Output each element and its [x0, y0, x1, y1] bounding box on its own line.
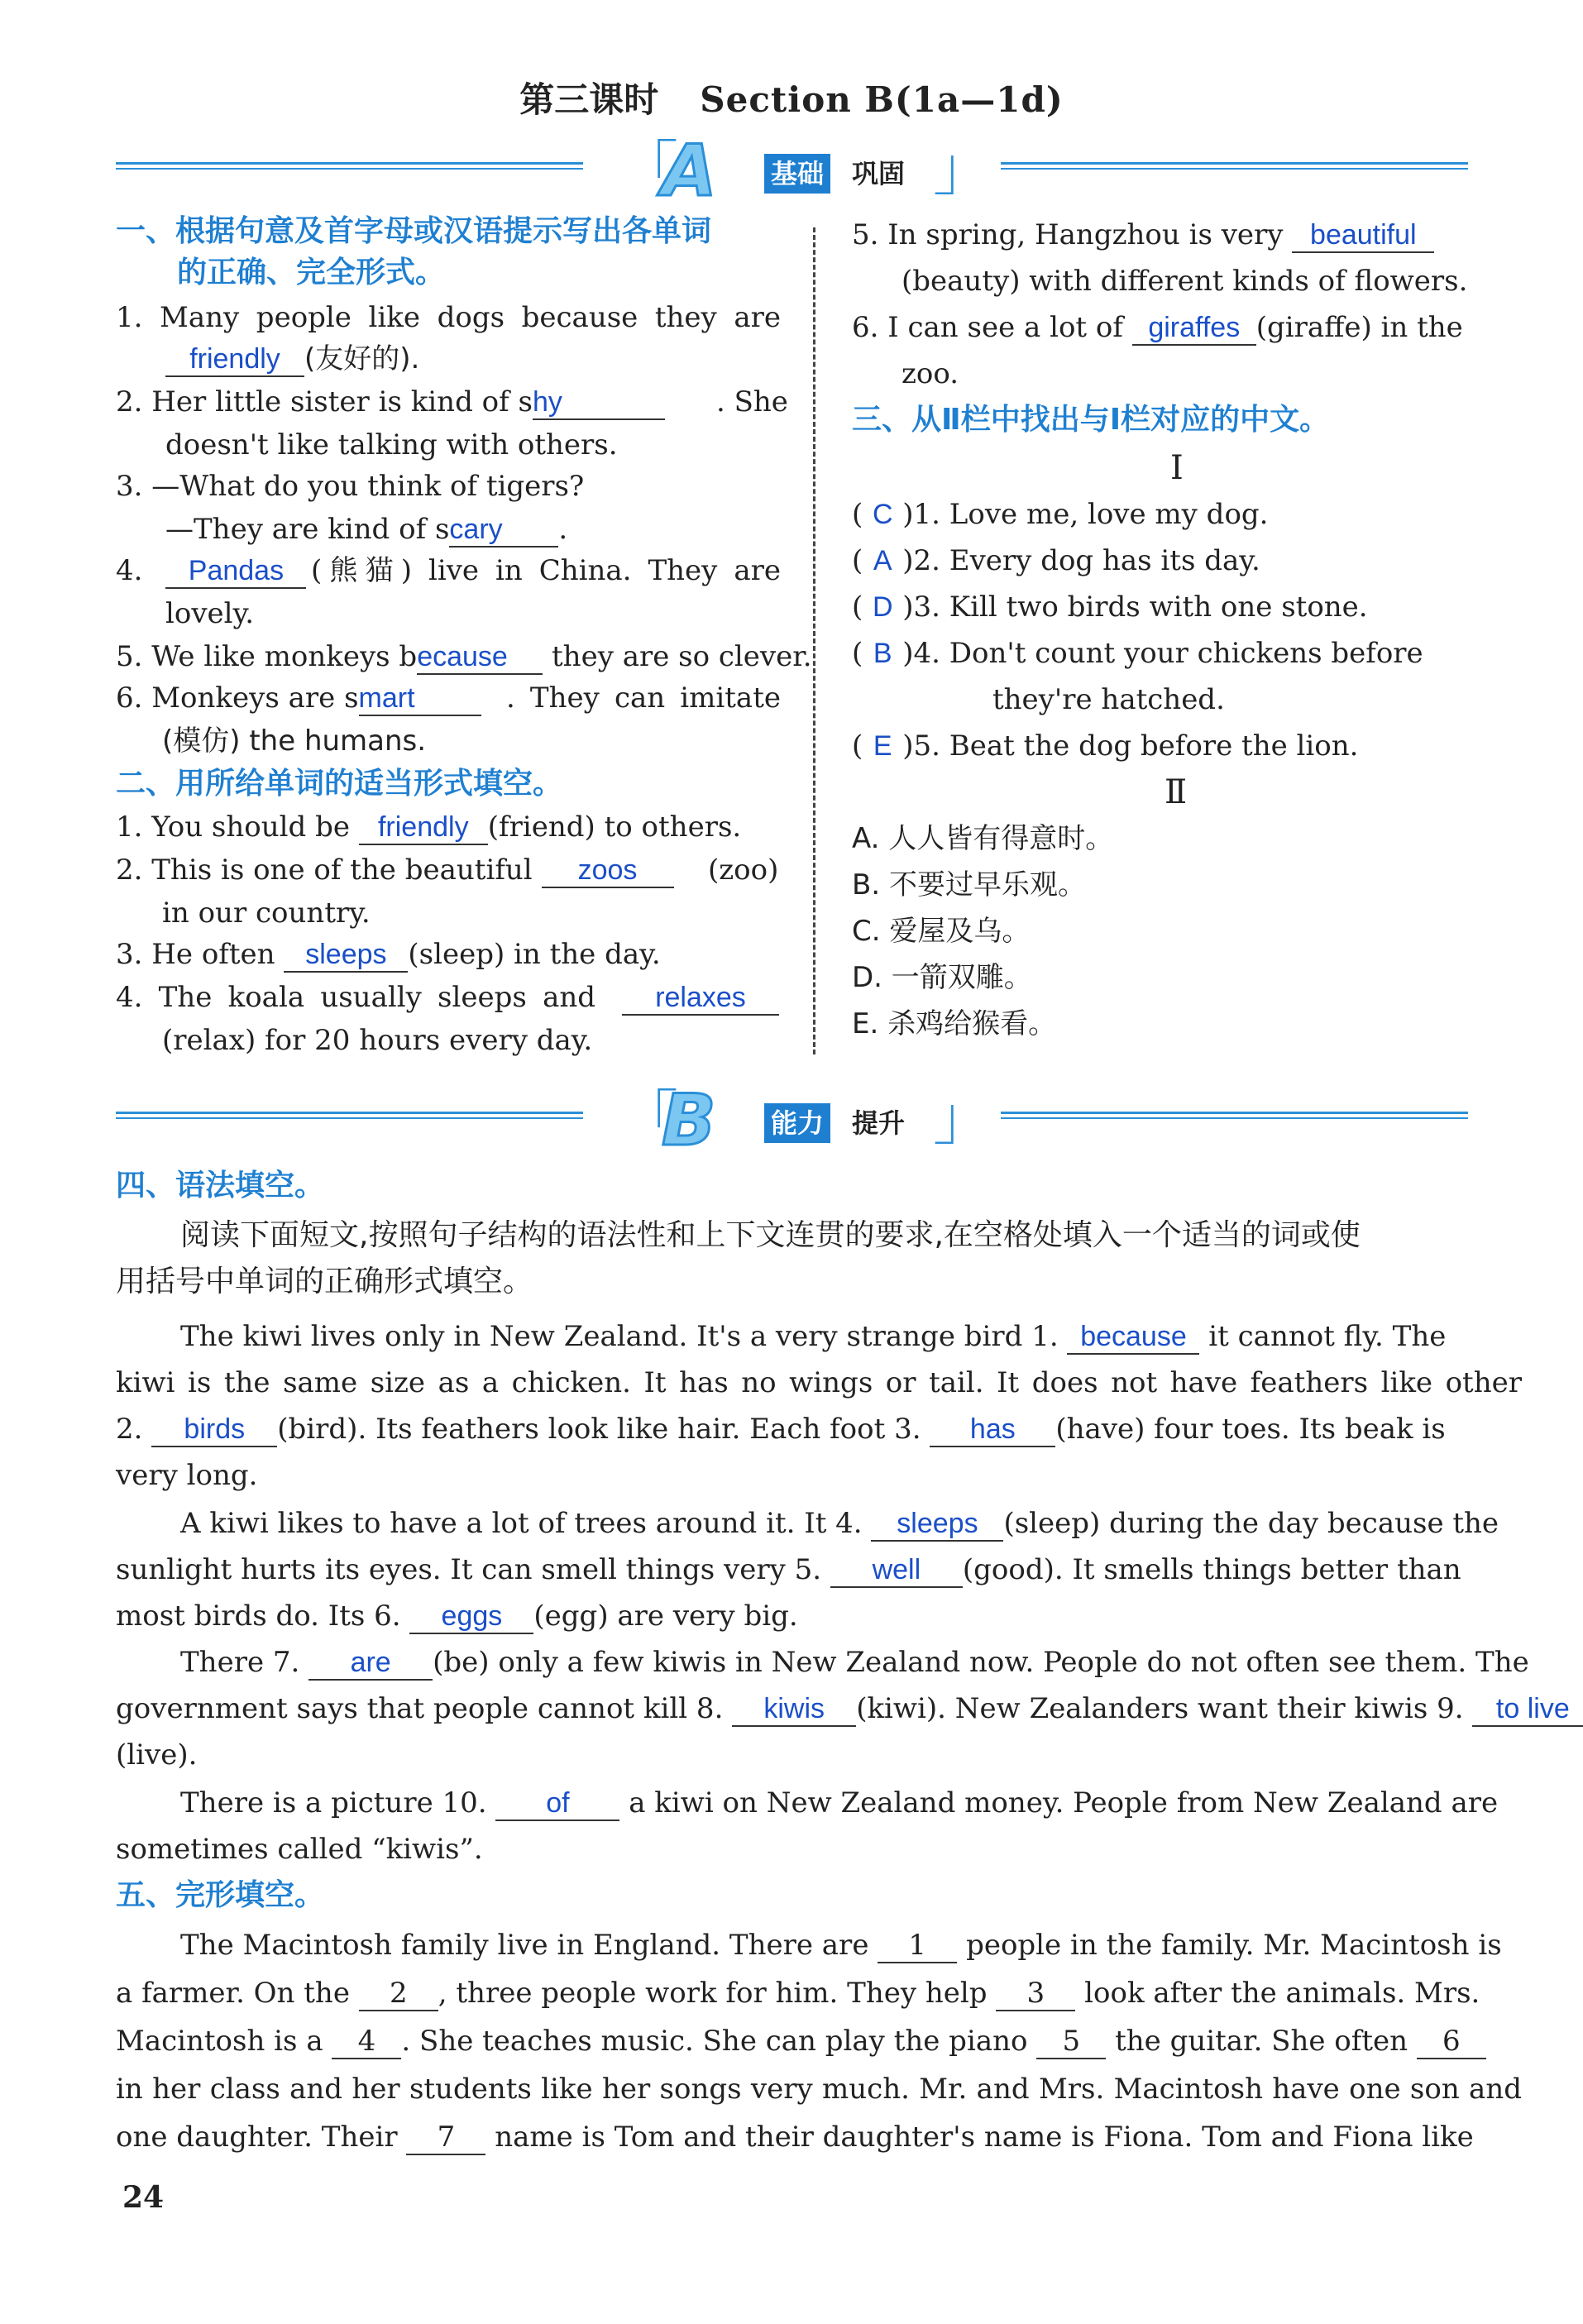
- p5-line4: in her class and her students like her songs very much. Mr. and Mrs. Macintosh have one son and: [116, 2073, 1522, 2106]
- column-divider: [813, 227, 815, 1054]
- p4-blank-7[interactable]: are: [308, 1646, 433, 1681]
- p1-q4-rest: (熊猫) live in China. They are: [311, 554, 781, 587]
- p4-blank-3[interactable]: has: [930, 1413, 1055, 1447]
- p1-q1-line1: 1. Many people like dogs because they are: [116, 301, 781, 334]
- part1-heading-line2: 的正确、完全形式。: [177, 256, 446, 289]
- p1-q5-line: 5. We like monkeys because they are so clever.: [116, 640, 812, 673]
- section-b-badge-tail: 提升: [852, 1107, 906, 1139]
- section-a-bracket-right: 」: [933, 134, 993, 203]
- p3-item-2: ( A )2. Every dog has its day.: [852, 539, 1260, 582]
- p3-item-4: ( B )4. Don't count your chickens before: [852, 632, 1423, 675]
- part3-col1-label: Ⅰ: [1170, 449, 1184, 487]
- part4-heading: 四、语法填空。: [116, 1169, 325, 1203]
- p4-blank-9[interactable]: to live: [1472, 1692, 1583, 1727]
- p4-line1: The kiwi lives only in New Zealand. It's a very strange bird 1. because it cannot fly. The: [180, 1320, 1447, 1353]
- p1-q4-line2: lovely.: [165, 597, 255, 630]
- p3-item-5: ( E )5. Beat the dog before the lion.: [852, 724, 1358, 767]
- p2-q2-line1: 2. This is one of the beautiful zoos: [116, 849, 674, 892]
- p1-q3-answer[interactable]: cary: [449, 513, 558, 548]
- p1-q6r-answer[interactable]: giraffes: [1132, 311, 1256, 346]
- p4-line5: A kiwi likes to have a lot of trees around it. It 4. sleeps (sleep) during the day because the: [180, 1507, 1499, 1540]
- p4-intro-line2: 用括号中单词的正确形式填空。: [116, 1265, 533, 1298]
- p2-q4-answer[interactable]: relaxes: [622, 981, 779, 1016]
- p5-line5: one daughter. Their 7 name is Tom and their daughter's name is Fiona. Tom and Fiona like: [116, 2121, 1474, 2154]
- p4-intro-line1: 阅读下面短文,按照句子结构的语法性和上下文连贯的要求,在空格处填入一个适当的词或使: [180, 1218, 1361, 1252]
- p1-q5r-line1: 5. In spring, Hangzhou is very beautiful: [852, 213, 1434, 256]
- p1-q2-line2: doesn't like talking with others.: [165, 428, 618, 461]
- p3-item-1-answer[interactable]: C: [872, 499, 893, 530]
- p2-q2-answer[interactable]: zoos: [542, 854, 674, 888]
- p5-line3: Macintosh is a 4 . She teaches music. She can play the piano 5 the guitar. She often 6: [116, 2020, 1486, 2063]
- title-en: Section B(1a—1d): [700, 79, 1064, 120]
- section-b-bracket-right: 」: [933, 1083, 993, 1153]
- page-title: [0, 73, 1583, 122]
- p1-q6-answer[interactable]: mart: [359, 681, 481, 716]
- p5-blank-2[interactable]: 2: [359, 1977, 438, 2011]
- p5-line1: The Macintosh family live in England. There are 1 people in the family. Mr. Macintosh is: [180, 1929, 1502, 1962]
- p2-q3-line: 3. He often sleeps (sleep) in the day.: [116, 938, 661, 971]
- p4-line9: government says that people cannot kill 8. kiwis (kiwi). New Zealanders want their kiwis 9. to live: [116, 1687, 1583, 1730]
- p1-q4-answer[interactable]: Pandas: [165, 554, 306, 589]
- p5-blank-7[interactable]: 7: [406, 2121, 485, 2155]
- p5-blank-5[interactable]: 5: [1036, 2025, 1106, 2059]
- p3-option-c: C. 爱屋及乌。: [852, 915, 1031, 948]
- p3-option-e: E. 杀鸡给猴看。: [852, 1007, 1057, 1040]
- p2-q4-line2: (relax) for 20 hours every day.: [162, 1024, 593, 1057]
- p1-q6r-line2: zoo.: [901, 357, 959, 390]
- p1-q5r-answer[interactable]: beautiful: [1292, 218, 1434, 253]
- p4-line3: 2. birds (bird). Its feathers look like hair. Each foot 3. has (have) four toes. Its beak is: [116, 1413, 1446, 1446]
- part2-heading: 二、用所给单词的适当形式填空。: [116, 767, 563, 801]
- p3-item-1: ( C )1. Love me, love my dog.: [852, 493, 1268, 536]
- p1-q6r-line1: 6. I can see a lot of giraffes (giraffe) in the: [852, 311, 1463, 344]
- p5-blank-6[interactable]: 6: [1417, 2025, 1486, 2059]
- p1-q5r-line2: (beauty) with different kinds of flowers.: [901, 265, 1468, 298]
- p3-item-4-cont: they're hatched.: [992, 683, 1225, 716]
- p2-q4-line1: 4. The koala usually sleeps and: [116, 981, 595, 1014]
- p3-item-3-answer[interactable]: D: [872, 591, 893, 623]
- p4-line4: very long.: [116, 1459, 258, 1492]
- p1-q6-line1: 6. Monkeys are smart: [116, 677, 481, 720]
- p1-q3-line2: —They are kind of scary .: [165, 513, 568, 546]
- p4-line2: kiwi is the same size as a chicken. It has no wings or tail. It does not have feathers like other: [116, 1366, 1522, 1399]
- section-a-rule-left: [116, 162, 583, 174]
- page-number: 24: [122, 2180, 165, 2215]
- p5-blank-1[interactable]: 1: [878, 1929, 957, 1963]
- p2-q1-line: 1. You should be friendly (friend) to others.: [116, 811, 742, 844]
- p5-blank-3[interactable]: 3: [996, 1977, 1075, 2011]
- section-b-rule-right: [1001, 1112, 1468, 1123]
- p4-blank-4[interactable]: sleeps: [871, 1507, 1003, 1542]
- p4-blank-2[interactable]: birds: [151, 1413, 277, 1447]
- p3-item-3: ( D )3. Kill two birds with one stone.: [852, 586, 1368, 629]
- p4-line8: There 7. are (be) only a few kiwis in New Zealand now. People do not often see them. The: [180, 1646, 1529, 1679]
- p4-blank-1[interactable]: because: [1067, 1320, 1199, 1355]
- section-b-badge: 能力: [764, 1103, 830, 1143]
- section-b-bracket-left: 「: [619, 1083, 679, 1153]
- p3-option-d: D. 一箭双雕。: [852, 961, 1032, 994]
- p1-q6-line2: (模仿) the humans.: [162, 724, 427, 758]
- p4-blank-5[interactable]: well: [830, 1553, 963, 1588]
- p1-q2-she: . She: [716, 385, 788, 418]
- p1-q3-line1: 3. —What do you think of tigers?: [116, 470, 585, 503]
- p4-blank-8[interactable]: kiwis: [732, 1692, 856, 1727]
- p4-line12: sometimes called “kiwis”.: [116, 1833, 483, 1866]
- p1-q6-rest: . They can imitate: [506, 681, 781, 715]
- p4-line7: most birds do. Its 6. eggs (egg) are very big.: [116, 1600, 798, 1633]
- p1-q5-answer[interactable]: ecause: [417, 640, 543, 675]
- p1-q1-line2: friendly (友好的).: [165, 337, 419, 380]
- p2-q2-zoo: (zoo): [708, 854, 779, 887]
- section-a-rule-right: [1001, 162, 1468, 174]
- title-zh: 第三课时: [519, 79, 659, 120]
- part5-heading: 五、完形填空。: [116, 1878, 325, 1912]
- part1-heading-line1: 一、根据句意及首字母或汉语提示写出各单词: [116, 214, 712, 248]
- section-a-bracket-left: 「: [619, 134, 679, 203]
- p1-q2-line1: 2. Her little sister is kind of shy: [116, 380, 665, 423]
- p1-q2-answer[interactable]: hy: [533, 385, 665, 420]
- p3-item-2-answer[interactable]: A: [873, 545, 892, 576]
- p5-line2: a farmer. On the 2 , three people work for him. They help 3 look after the animals. Mrs.: [116, 1977, 1480, 2010]
- p3-item-4-answer[interactable]: B: [873, 638, 892, 669]
- p4-blank-10[interactable]: of: [495, 1786, 619, 1821]
- p3-item-5-answer[interactable]: E: [873, 730, 892, 762]
- p3-option-a: A. 人人皆有得意时。: [852, 822, 1114, 855]
- section-b-rule-left: [116, 1112, 583, 1123]
- p2-q2-line2: in our country.: [162, 897, 371, 930]
- section-b-letter-icon: B: [662, 1079, 716, 1162]
- section-a-letter-icon: A: [662, 130, 717, 213]
- part3-col2-label: Ⅱ: [1165, 773, 1188, 811]
- p4-line6: sunlight hurts its eyes. It can smell things very 5. well (good). It smells things better than: [116, 1553, 1461, 1586]
- p1-q1-answer[interactable]: friendly: [165, 342, 304, 377]
- p5-blank-4[interactable]: 4: [332, 2025, 401, 2059]
- p1-q4-line1: 4. Pandas: [116, 549, 306, 592]
- p3-option-b: B. 不要过早乐观。: [852, 868, 1086, 901]
- p4-line11: There is a picture 10. of a kiwi on New Zealand money. People from New Zealand are: [180, 1786, 1499, 1820]
- p2-q1-answer[interactable]: friendly: [359, 811, 488, 845]
- part3-heading: 三、从Ⅱ栏中找出与Ⅰ栏对应的中文。: [852, 403, 1330, 437]
- p4-blank-6[interactable]: eggs: [409, 1600, 533, 1634]
- p4-line10: (live).: [116, 1738, 198, 1772]
- section-a-badge-tail: 巩固: [852, 158, 906, 189]
- p2-q3-answer[interactable]: sleeps: [284, 938, 408, 973]
- section-a-badge: 基础: [764, 154, 830, 194]
